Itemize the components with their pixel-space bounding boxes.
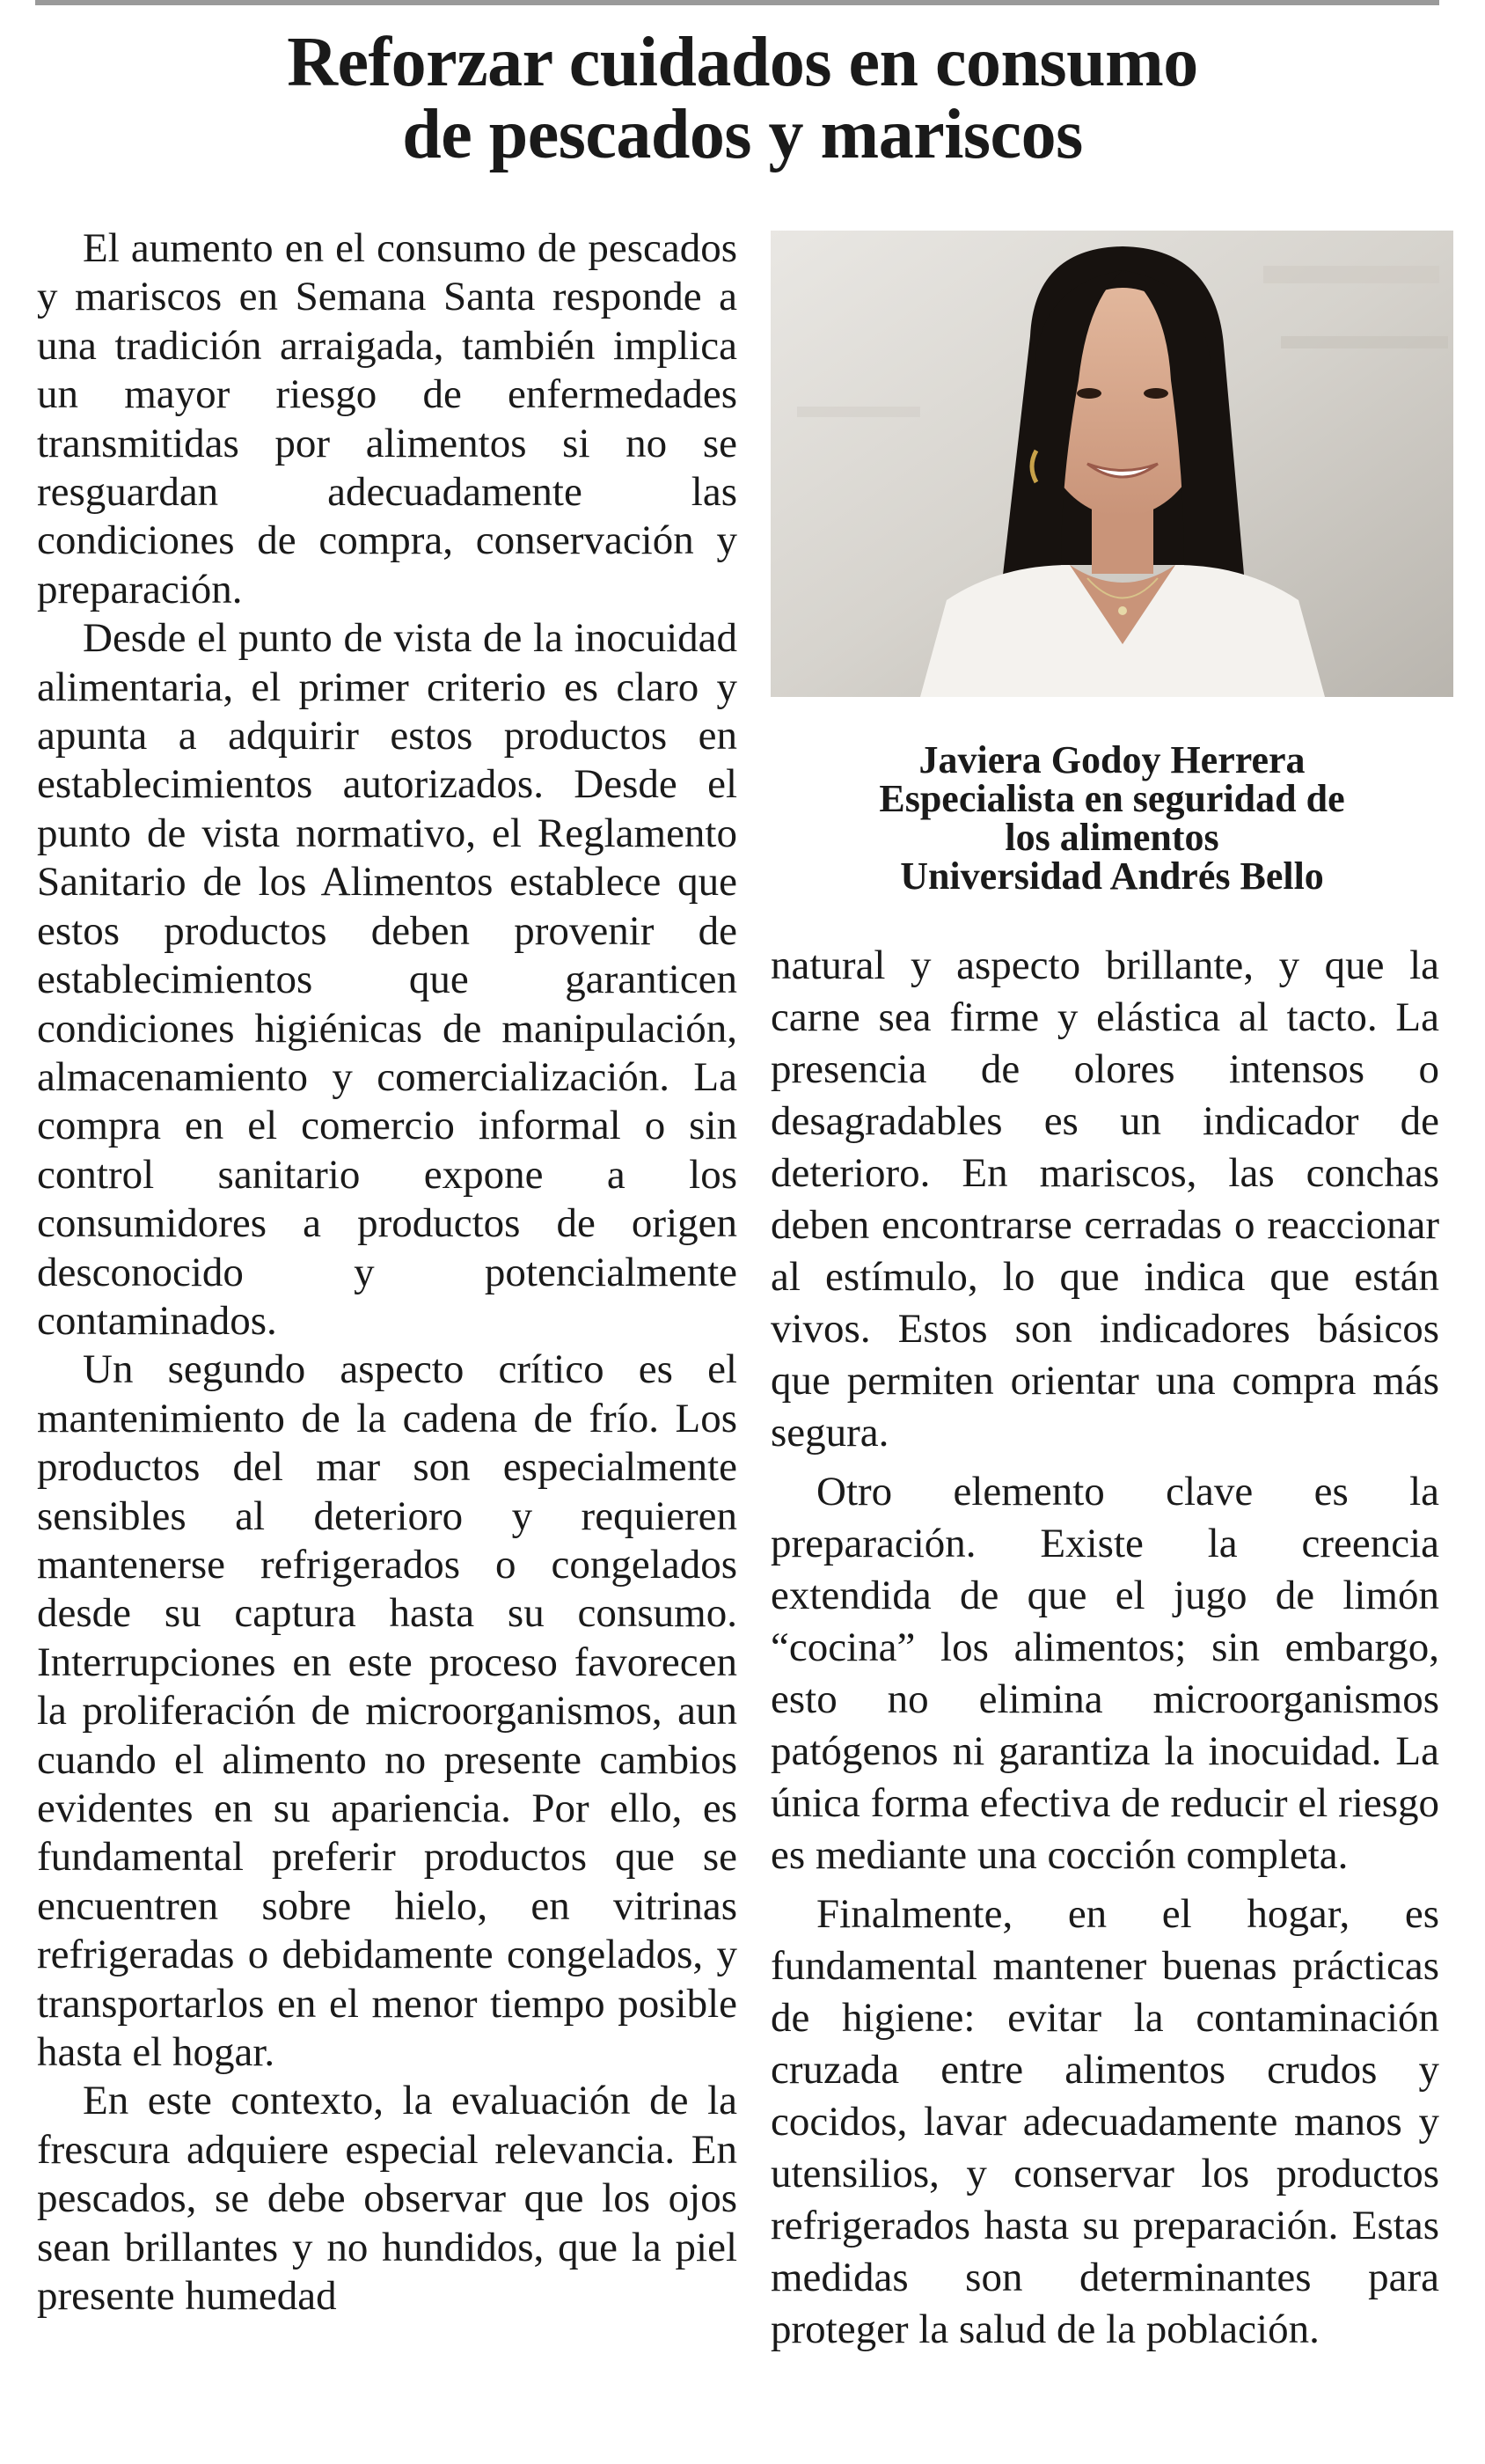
paragraph-6: Finalmente, en el hogar, es fundamental mantener buenas prácticas de higiene: evitar la contaminación cruzada entre alimentos crudos y cocidos, lavar adecuadamente manos y utensilios, y conservar los productos refrigerados hasta su preparación. Estas medidas son determinantes para proteger la salud de la población. xyxy=(771,1891,1439,2352)
caption-name: Javiera Godoy Herrera xyxy=(918,738,1306,781)
portrait-photo-icon xyxy=(771,231,1453,697)
photo-caption xyxy=(771,738,1453,898)
right-column xyxy=(771,940,1439,2363)
caption-org: Universidad Andrés Bello xyxy=(900,854,1324,898)
left-column xyxy=(37,224,737,2321)
article-headline xyxy=(0,26,1485,171)
paragraph-3: Un segundo aspecto crítico es el mantenimiento de la cadena de frío. Los productos del mar son especialmente sensibles al deterioro y requieren mantenerse refrigerados o congelados desde su captura hasta su consumo. Interrupciones en este proceso favorecen la proliferación de microorganismos, aun cuando el alimento no presente cambios evidentes en su apariencia. Por ello, es fundamental preferir productos que se encuentren sobre hielo, en vitrinas refrigeradas o debidamente congelados, y transportarlos en el menor tiempo posible hasta el hogar. xyxy=(37,1346,737,2076)
paragraph-5: Otro elemento clave es la preparación. Existe la creencia extendida de que el jugo de limón “cocina” los alimentos; sin embargo, esto no elimina microorganismos patógenos ni garantiza la inocuidad. La única forma efectiva de reducir el riesgo es mediante una cocción completa. xyxy=(771,1469,1439,1878)
paragraph-4: En este contexto, la evaluación de la frescura adquiere especial relevancia. En pescados, se debe observar que los ojos sean brillantes y no hundidos, que la piel presente humedad xyxy=(37,2078,737,2320)
paragraph-4-continued: natural y aspecto brillante, y que la carne sea firme y elástica al tacto. La presencia de olores intensos o desagradables es un indicador de deterioro. En mariscos, las conchas deben encontrarse cerradas o reaccionar al estímulo, lo que indica que están vivos. Estos son indicadores básicos que permiten orientar una compra más segura. xyxy=(771,942,1439,1456)
top-rule xyxy=(35,0,1439,5)
paragraph-1: El aumento en el consumo de pescados y mariscos en Semana Santa responde a una tradición arraigada, también implica un mayor riesgo de enfermedades transmitidas por alimentos si no se resguardan adecuadamente las condiciones de compra, conservación y preparación. xyxy=(37,225,737,612)
caption-role-line-1: Especialista en seguridad de xyxy=(879,777,1345,820)
caption-role-line-2: los alimentos xyxy=(1005,816,1219,859)
paragraph-2: Desde el punto de vista de la inocuidad alimentaria, el primer criterio es claro y apunta a adquirir estos productos en establecimientos autorizados. Desde el punto de vista normativo, el Reglamento Sanitario de los Alimentos establece que estos productos deben provenir de establecimientos que garanticen condiciones higiénicas de manipulación, almacenamiento y comercialización. La compra en el comercio informal o sin control sanitario expone a los consumidores a productos de origen desconocido y potencialmente contaminados. xyxy=(37,615,737,1344)
headline-line-1: Reforzar cuidados en consumo xyxy=(287,24,1198,101)
headline-line-2: de pescados y mariscos xyxy=(402,96,1083,173)
